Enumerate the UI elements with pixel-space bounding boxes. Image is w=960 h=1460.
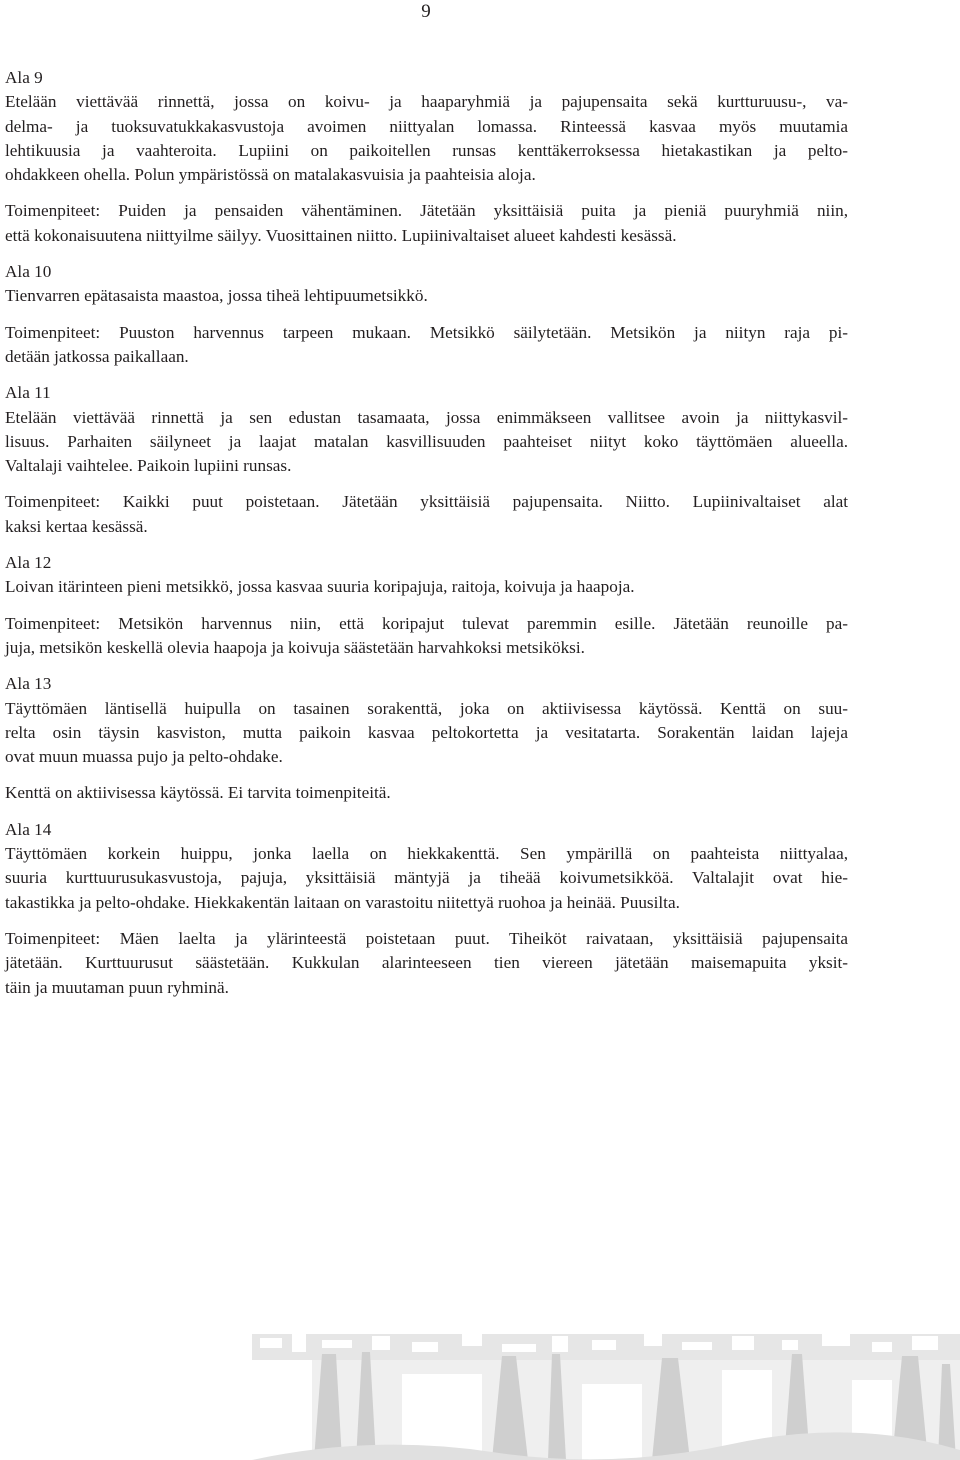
section-spacer [5, 660, 848, 672]
section-spacer [5, 539, 848, 551]
section-description [5, 697, 848, 770]
text-line: lehtikuusia ja vaahteroita. Lupiini on paikoitellen runsas kenttäkerroksessa hietakastikan ja pelto- [5, 140, 848, 160]
text-line: Tienvarren epätasaista maastoa, jossa tiheä lehtipuumetsikkö. [5, 286, 428, 306]
section-heading: Ala 10 [5, 262, 52, 282]
text-line: suuria kurttuurusukasvustoja, pajuja, yksittäisiä mäntyjä ja tiheää koivumetsikköä. Valtalajit ovat hie- [5, 868, 848, 888]
page-number: 9 [421, 1, 431, 22]
section-spacer [5, 369, 848, 381]
text-line: juja, metsikön keskellä olevia haapoja ja koivuja säästetään harvahkoksi metsiköksi. [5, 637, 585, 657]
section-description [5, 842, 848, 915]
section-heading: Ala 14 [5, 819, 52, 839]
text-line: Etelään viettävää rinnettä, jossa on koivu- ja haaparyhmiä ja pajupensaita sekä kurtturuusu-, va- [5, 92, 848, 112]
text-line: takastikka ja pelto-ohdake. Hiekkakentän laitaan on varastoitu niitettyä ruohoa ja heinää. Puusilta. [5, 892, 680, 912]
paragraph-spacer [5, 600, 848, 612]
text-line: Täyttömäen läntisellä huipulla on tasainen sorakenttä, joka on aktiivisessa käytössä. Kenttä on suu- [5, 698, 848, 718]
section-description [5, 575, 848, 599]
text-line: että kokonaisuutena niittyilme säilyy. Vuosittainen niitto. Lupiinivaltaiset alueet kahdesti kesässä. [5, 225, 677, 245]
text-line: Täyttömäen korkein huippu, jonka laella on hiekkakenttä. Sen ympärillä on paahteista niittyalaa, [5, 844, 848, 864]
section-heading: Ala 9 [5, 68, 43, 87]
text-line: täin ja muutaman puun ryhminä. [5, 977, 229, 997]
section-description [5, 284, 848, 308]
section-measures [5, 927, 848, 1000]
section-measures [5, 199, 848, 248]
text-line: kaksi kertaa kesässä. [5, 516, 148, 536]
section-heading: Ala 11 [5, 383, 51, 403]
text-line: Toimenpiteet: Puiden ja pensaiden vähentäminen. Jätetään yksittäisiä puita ja pieniä puuryhmiä niin, [5, 201, 848, 221]
section-measures [5, 321, 848, 370]
text-line: lisuus. Parhaiten säilyneet ja laajat matalan kasvillisuuden paahteiset niityt koko täyttömäen alueella. [5, 431, 848, 451]
section-description [5, 406, 848, 479]
section-spacer [5, 248, 848, 260]
text-line: Toimenpiteet: Metsikön harvennus niin, että koripajut tulevat paremmin esille. Jätetään reunoille pa- [5, 613, 848, 633]
section-measures [5, 612, 848, 661]
text-line: Kenttä on aktiivisessa käytössä. Ei tarvita toimenpiteitä. [5, 783, 391, 803]
forest-illustration-icon [252, 1334, 960, 1460]
section-measures [5, 490, 848, 539]
text-line: delma- ja tuoksuvatukkakasvustoja avoimen niittyalan lomassa. Rinteessä kasvaa myös muutamia [5, 116, 848, 136]
paragraph-spacer [5, 309, 848, 321]
text-line: jätetään. Kurttuurusut säästetään. Kukkulan alarinteeseen tien viereen jätetään maisemapuita yksit- [5, 953, 848, 973]
text-line: ovat muun muassa pujo ja pelto-ohdake. [5, 747, 283, 767]
paragraph-spacer [5, 915, 848, 927]
text-line: Toimenpiteet: Puuston harvennus tarpeen mukaan. Metsikkö säilytetään. Metsikön ja niityn raja pi- [5, 322, 848, 342]
paragraph-spacer [5, 187, 848, 199]
text-line: detään jatkossa paikallaan. [5, 346, 189, 366]
paragraph-spacer [5, 769, 848, 781]
text-line: Toimenpiteet: Kaikki puut poistetaan. Jätetään yksittäisiä pajupensaita. Niitto. Lupiinivaltaiset alat [5, 492, 848, 512]
text-line: relta osin täysin kasviston, mutta paikoin kasvaa peltokortetta ja vesitatarta. Sorakentän laidan lajeja [5, 722, 848, 742]
section-heading: Ala 13 [5, 674, 52, 694]
text-line: Toimenpiteet: Mäen laelta ja ylärinteestä poistetaan puut. Tiheiköt raivataan, yksittäisiä pajupensaita [5, 928, 848, 948]
document-body [5, 66, 848, 1000]
section-heading: Ala 12 [5, 553, 52, 573]
section-measures [5, 781, 848, 805]
section-spacer [5, 806, 848, 818]
paragraph-spacer [5, 478, 848, 490]
section-description [5, 90, 848, 187]
text-line: Etelään viettävää rinnettä ja sen edustan tasamaata, jossa enimmäkseen vallitsee avoin ja niittykasvil- [5, 407, 848, 427]
text-line: ohdakkeen ohella. Polun ympäristössä on matalakasvuisia ja paahteisia aloja. [5, 165, 536, 185]
text-line: Valtalaji vaihtelee. Paikoin lupiini runsas. [5, 456, 292, 476]
text-line: Loivan itärinteen pieni metsikkö, jossa kasvaa suuria koripajuja, raitoja, koivuja ja haapoja. [5, 577, 635, 597]
